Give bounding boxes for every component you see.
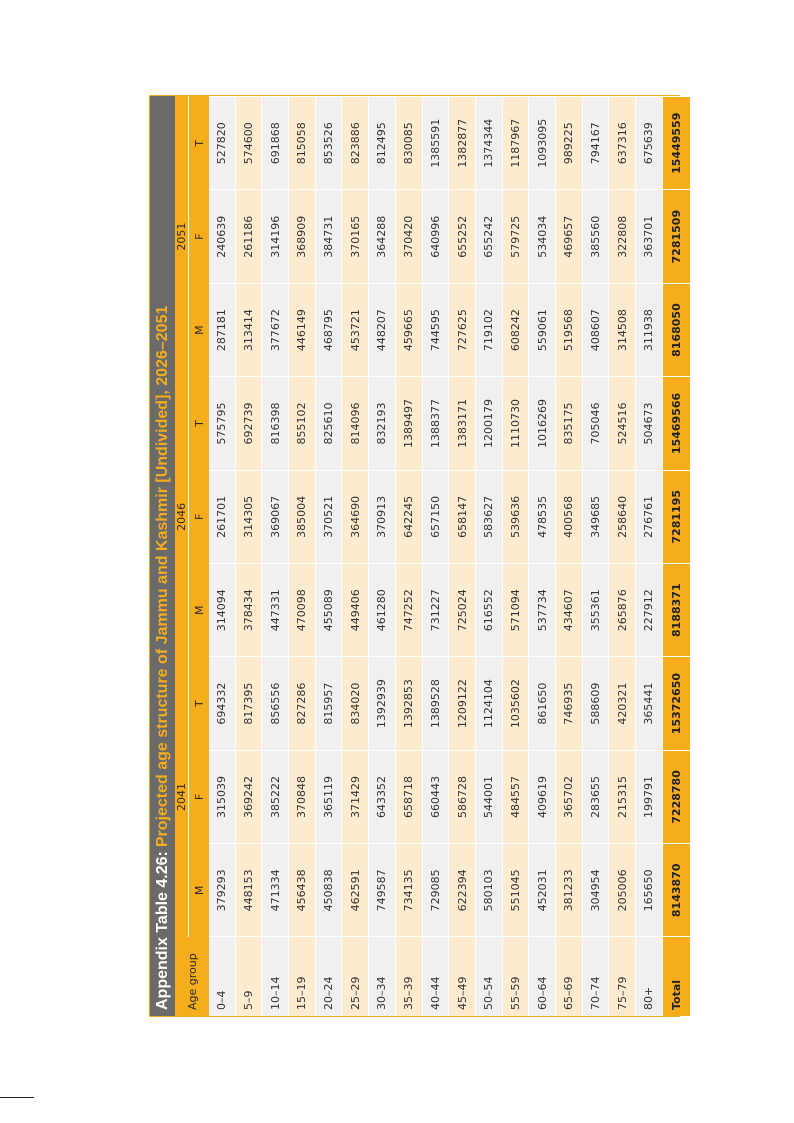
value-cell: 816398 — [262, 377, 289, 470]
value-cell: 384731 — [315, 190, 342, 283]
table-row — [636, 97, 663, 1017]
age-group-cell: 25–29 — [342, 937, 369, 1016]
value-cell: 1093095 — [529, 97, 556, 191]
value-cell: 377672 — [262, 283, 289, 376]
value-cell: 468795 — [315, 283, 342, 376]
total-cell: 8168050 — [662, 283, 690, 376]
value-cell: 434607 — [555, 564, 582, 657]
value-cell: 1392939 — [369, 657, 396, 750]
age-group-cell: 35–39 — [395, 937, 422, 1016]
age-group-cell: 30–34 — [369, 937, 396, 1016]
year-header-2046: 2046 — [175, 377, 189, 657]
value-cell: 261186 — [235, 190, 262, 283]
value-cell: 1392853 — [395, 657, 422, 750]
value-cell: 643352 — [369, 750, 396, 843]
total-cell: 7281195 — [662, 470, 690, 563]
table-row — [235, 97, 262, 1017]
total-label: Total — [662, 937, 690, 1016]
value-cell: 640996 — [422, 190, 449, 283]
value-cell: 1187967 — [502, 97, 529, 191]
value-cell: 385560 — [582, 190, 609, 283]
total-cell: 15372650 — [662, 657, 690, 750]
table-body — [209, 97, 690, 1017]
value-cell: 559061 — [529, 283, 556, 376]
age-group-cell: 60–64 — [529, 937, 556, 1016]
value-cell: 830085 — [395, 97, 422, 191]
value-cell: 539636 — [502, 470, 529, 563]
value-cell: 832193 — [369, 377, 396, 470]
value-cell: 658147 — [449, 470, 476, 563]
value-cell: 456438 — [289, 844, 316, 937]
value-cell: 537734 — [529, 564, 556, 657]
total-cell: 8188371 — [662, 564, 690, 657]
value-cell: 827286 — [289, 657, 316, 750]
value-cell: 322808 — [609, 190, 636, 283]
value-cell: 815957 — [315, 657, 342, 750]
value-cell: 459665 — [395, 283, 422, 376]
table-row — [475, 97, 502, 1017]
age-group-header: Age group — [175, 937, 209, 1016]
value-cell: 449406 — [342, 564, 369, 657]
value-cell: 314508 — [609, 283, 636, 376]
value-cell: 825610 — [315, 377, 342, 470]
age-group-cell: 40–44 — [422, 937, 449, 1016]
value-cell: 420321 — [609, 657, 636, 750]
value-cell: 1016269 — [529, 377, 556, 470]
value-cell: 205006 — [609, 844, 636, 937]
value-cell: 240639 — [209, 190, 235, 283]
value-cell: 265876 — [609, 564, 636, 657]
value-cell: 719102 — [475, 283, 502, 376]
value-cell: 815058 — [289, 97, 316, 191]
value-cell: 731227 — [422, 564, 449, 657]
value-cell: 276761 — [636, 470, 663, 563]
rotated-table — [150, 96, 683, 1016]
value-cell: 551045 — [502, 844, 529, 937]
value-cell: 812495 — [369, 97, 396, 191]
sub-header-m: M — [189, 283, 210, 376]
value-cell: 484557 — [502, 750, 529, 843]
value-cell: 370848 — [289, 750, 316, 843]
value-cell: 817395 — [235, 657, 262, 750]
value-cell: 622394 — [449, 844, 476, 937]
value-cell: 315039 — [209, 750, 235, 843]
total-cell: 7228780 — [662, 750, 690, 843]
value-cell: 379293 — [209, 844, 235, 937]
value-cell: 370420 — [395, 190, 422, 283]
value-cell: 1389497 — [395, 377, 422, 470]
value-cell: 355361 — [582, 564, 609, 657]
value-cell: 834020 — [342, 657, 369, 750]
value-cell: 855102 — [289, 377, 316, 470]
value-cell: 524516 — [609, 377, 636, 470]
value-cell: 749587 — [369, 844, 396, 937]
value-cell: 575795 — [209, 377, 235, 470]
value-cell: 691868 — [262, 97, 289, 191]
value-cell: 199791 — [636, 750, 663, 843]
value-cell: 261701 — [209, 470, 235, 563]
value-cell: 1110730 — [502, 377, 529, 470]
value-cell: 856556 — [262, 657, 289, 750]
value-cell: 734135 — [395, 844, 422, 937]
value-cell: 579725 — [502, 190, 529, 283]
value-cell: 314196 — [262, 190, 289, 283]
age-group-cell: 55–59 — [502, 937, 529, 1016]
value-cell: 462591 — [342, 844, 369, 937]
age-group-cell: 20–24 — [315, 937, 342, 1016]
value-cell: 861650 — [529, 657, 556, 750]
age-group-cell: 10–14 — [262, 937, 289, 1016]
value-cell: 580103 — [475, 844, 502, 937]
value-cell: 675639 — [636, 97, 663, 191]
value-cell: 364690 — [342, 470, 369, 563]
age-structure-table — [175, 96, 691, 1016]
value-cell: 381233 — [555, 844, 582, 937]
value-cell: 527820 — [209, 97, 235, 191]
total-cell: 8143870 — [662, 844, 690, 937]
value-cell: 1383171 — [449, 377, 476, 470]
value-cell: 363701 — [636, 190, 663, 283]
value-cell: 616552 — [475, 564, 502, 657]
value-cell: 371429 — [342, 750, 369, 843]
value-cell: 370521 — [315, 470, 342, 563]
value-cell: 453721 — [342, 283, 369, 376]
value-cell: 583627 — [475, 470, 502, 563]
value-cell: 365119 — [315, 750, 342, 843]
value-cell: 729085 — [422, 844, 449, 937]
table-row — [449, 97, 476, 1017]
value-cell: 400568 — [555, 470, 582, 563]
value-cell: 725024 — [449, 564, 476, 657]
sub-header-f: F — [189, 750, 210, 843]
value-cell: 365702 — [555, 750, 582, 843]
value-cell: 747252 — [395, 564, 422, 657]
value-cell: 1388377 — [422, 377, 449, 470]
value-cell: 448207 — [369, 283, 396, 376]
sub-header-m: M — [189, 564, 210, 657]
value-cell: 478535 — [529, 470, 556, 563]
value-cell: 586728 — [449, 750, 476, 843]
value-cell: 304954 — [582, 844, 609, 937]
value-cell: 1389528 — [422, 657, 449, 750]
value-cell: 408607 — [582, 283, 609, 376]
value-cell: 519568 — [555, 283, 582, 376]
total-cell: 7281509 — [662, 190, 690, 283]
sub-header-row — [189, 97, 210, 1017]
total-row — [662, 97, 690, 1017]
value-cell: 313414 — [235, 283, 262, 376]
value-cell: 452031 — [529, 844, 556, 937]
value-cell: 314094 — [209, 564, 235, 657]
value-cell: 534034 — [529, 190, 556, 283]
value-cell: 368909 — [289, 190, 316, 283]
value-cell: 853526 — [315, 97, 342, 191]
value-cell: 1200179 — [475, 377, 502, 470]
table-title-text: Projected age structure of Jammu and Kashmir [Undivided], 2026–2051 — [153, 305, 171, 848]
value-cell: 655252 — [449, 190, 476, 283]
age-group-cell: 75–79 — [609, 937, 636, 1016]
value-cell: 446149 — [289, 283, 316, 376]
value-cell: 1209122 — [449, 657, 476, 750]
value-cell: 746935 — [555, 657, 582, 750]
value-cell: 215315 — [609, 750, 636, 843]
value-cell: 470098 — [289, 564, 316, 657]
value-cell: 1385591 — [422, 97, 449, 191]
value-cell: 469657 — [555, 190, 582, 283]
table-row — [262, 97, 289, 1017]
value-cell: 823886 — [342, 97, 369, 191]
sub-header-t: T — [189, 97, 210, 191]
value-cell: 1124104 — [475, 657, 502, 750]
value-cell: 794167 — [582, 97, 609, 191]
year-header-2041: 2041 — [175, 657, 189, 937]
table-row — [315, 97, 342, 1017]
sub-header-t: T — [189, 657, 210, 750]
age-group-cell: 50–54 — [475, 937, 502, 1016]
table-row — [289, 97, 316, 1017]
value-cell: 471334 — [262, 844, 289, 937]
age-group-cell: 15–19 — [289, 937, 316, 1016]
table-frame — [149, 95, 683, 1017]
table-row — [609, 97, 636, 1017]
table-row — [342, 97, 369, 1017]
value-cell: 658718 — [395, 750, 422, 843]
value-cell: 655242 — [475, 190, 502, 283]
value-cell: 608242 — [502, 283, 529, 376]
table-row — [369, 97, 396, 1017]
value-cell: 314305 — [235, 470, 262, 563]
value-cell: 642245 — [395, 470, 422, 563]
table-row — [555, 97, 582, 1017]
value-cell: 349685 — [582, 470, 609, 563]
table-row — [582, 97, 609, 1017]
value-cell: 692739 — [235, 377, 262, 470]
value-cell: 835175 — [555, 377, 582, 470]
sub-header-f: F — [189, 190, 210, 283]
age-group-cell: 45–49 — [449, 937, 476, 1016]
value-cell: 385222 — [262, 750, 289, 843]
sub-header-f: F — [189, 470, 210, 563]
value-cell: 461280 — [369, 564, 396, 657]
value-cell: 378434 — [235, 564, 262, 657]
value-cell: 989225 — [555, 97, 582, 191]
value-cell: 588609 — [582, 657, 609, 750]
value-cell: 385004 — [289, 470, 316, 563]
value-cell: 165650 — [636, 844, 663, 937]
value-cell: 365441 — [636, 657, 663, 750]
table-row — [422, 97, 449, 1017]
value-cell: 370913 — [369, 470, 396, 563]
age-group-cell: 70–74 — [582, 937, 609, 1016]
value-cell: 455089 — [315, 564, 342, 657]
value-cell: 694332 — [209, 657, 235, 750]
value-cell: 409619 — [529, 750, 556, 843]
value-cell: 370165 — [342, 190, 369, 283]
value-cell: 311938 — [636, 283, 663, 376]
table-row — [209, 97, 235, 1017]
value-cell: 637316 — [609, 97, 636, 191]
value-cell: 258640 — [609, 470, 636, 563]
value-cell: 571094 — [502, 564, 529, 657]
sub-header-t: T — [189, 377, 210, 470]
table-row — [395, 97, 422, 1017]
value-cell: 574600 — [235, 97, 262, 191]
value-cell: 448153 — [235, 844, 262, 937]
year-header-2051: 2051 — [175, 97, 189, 377]
table-row — [502, 97, 529, 1017]
value-cell: 1382877 — [449, 97, 476, 191]
value-cell: 504673 — [636, 377, 663, 470]
value-cell: 283655 — [582, 750, 609, 843]
value-cell: 727625 — [449, 283, 476, 376]
value-cell: 1374344 — [475, 97, 502, 191]
value-cell: 744595 — [422, 283, 449, 376]
table-title — [150, 96, 175, 1016]
age-group-cell: 5–9 — [235, 937, 262, 1016]
value-cell: 447331 — [262, 564, 289, 657]
table-row — [529, 97, 556, 1017]
total-cell: 15449559 — [662, 97, 690, 191]
value-cell: 287181 — [209, 283, 235, 376]
value-cell: 450838 — [315, 844, 342, 937]
value-cell: 227912 — [636, 564, 663, 657]
margin-rule — [0, 1097, 34, 1098]
value-cell: 364288 — [369, 190, 396, 283]
value-cell: 1035602 — [502, 657, 529, 750]
value-cell: 657150 — [422, 470, 449, 563]
value-cell: 660443 — [422, 750, 449, 843]
value-cell: 705046 — [582, 377, 609, 470]
value-cell: 814096 — [342, 377, 369, 470]
total-cell: 15469566 — [662, 377, 690, 470]
value-cell: 369242 — [235, 750, 262, 843]
age-group-cell: 65–69 — [555, 937, 582, 1016]
sub-header-m: M — [189, 844, 210, 937]
value-cell: 369067 — [262, 470, 289, 563]
value-cell: 544001 — [475, 750, 502, 843]
table-title-lead: Appendix Table 4.26: — [153, 851, 171, 1010]
age-group-cell: 80+ — [636, 937, 663, 1016]
age-group-cell: 0–4 — [209, 937, 235, 1016]
